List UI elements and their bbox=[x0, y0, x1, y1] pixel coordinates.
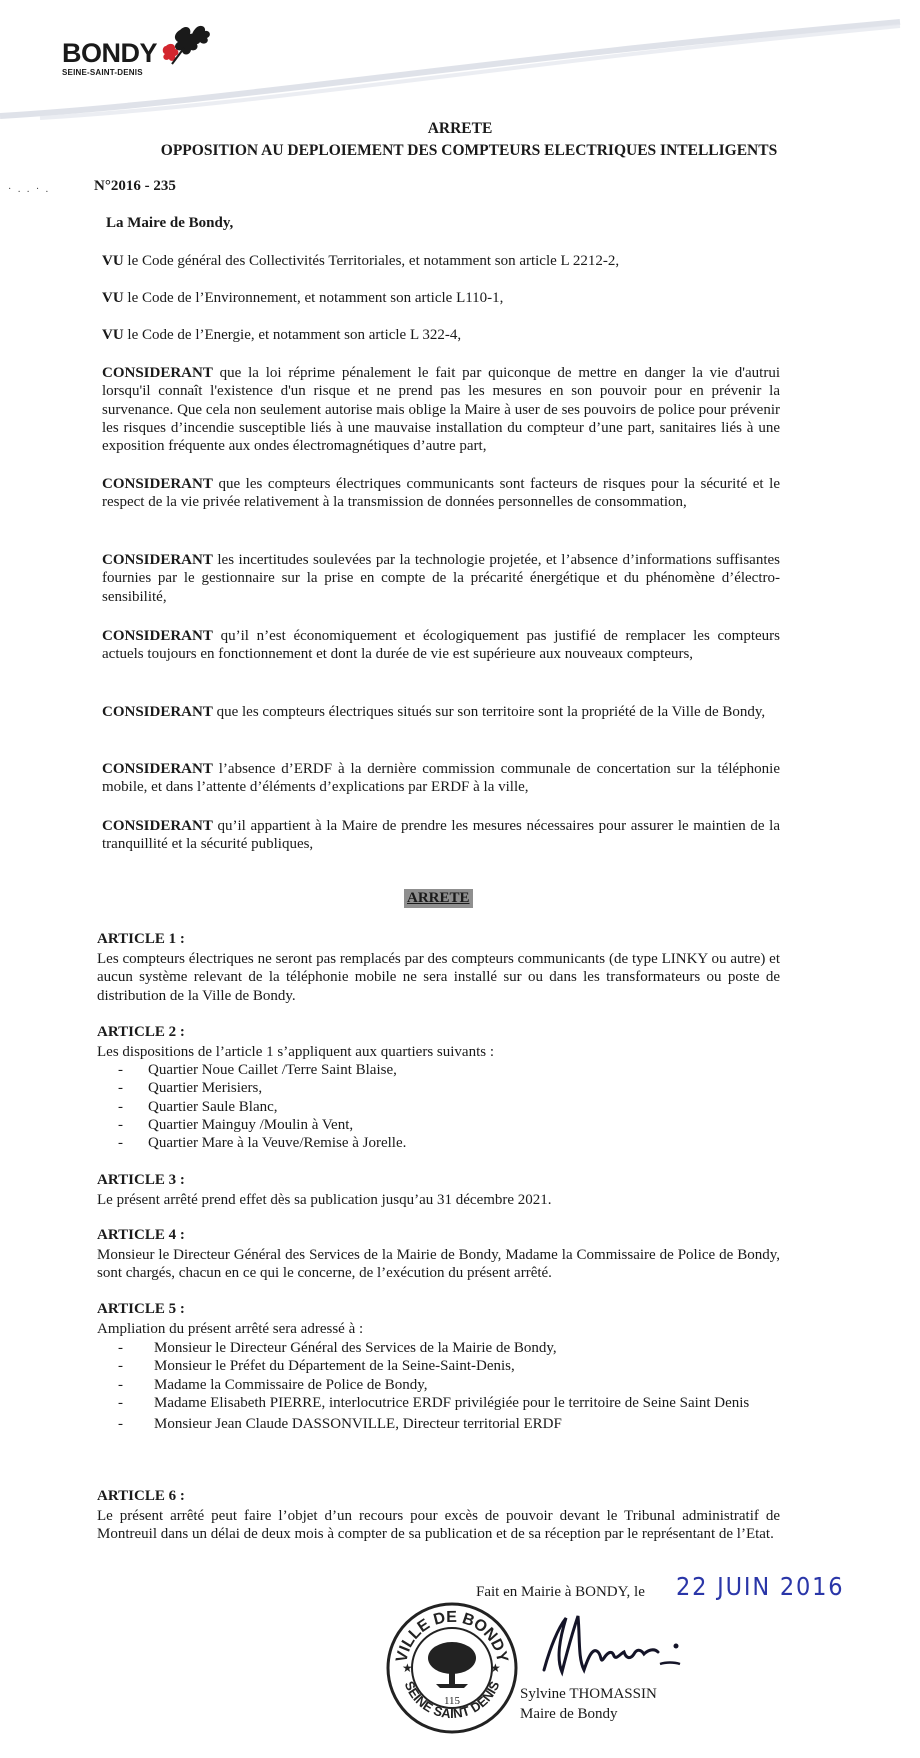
considerant-text: que les compteurs électriques situés sur son territoire sont la propriété de la Ville de Bondy, bbox=[212, 704, 766, 720]
seal-top-text: VILLE DE BONDY bbox=[393, 1608, 511, 1664]
list-item: - Quartier Mare à la Veuve/Remise à Jorelle. bbox=[118, 1135, 407, 1152]
considerant-5 bbox=[102, 703, 780, 721]
vu-line-2 bbox=[102, 290, 503, 307]
list-item: - Quartier Merisiers, bbox=[118, 1080, 263, 1097]
considerant-lead: CONSIDERANT bbox=[102, 476, 213, 492]
mayor-signature bbox=[540, 1608, 700, 1678]
list-item: - Quartier Mainguy /Moulin à Vent, bbox=[118, 1116, 354, 1133]
considerant-6 bbox=[102, 760, 780, 797]
article-5-text: Ampliation du présent arrêté sera adressé à : bbox=[97, 1321, 364, 1337]
considerant-lead: CONSIDERANT bbox=[102, 628, 213, 644]
article-2-title: ARTICLE 2 : bbox=[97, 1024, 185, 1040]
considerant-text: l’absence d’ERDF à la dernière commission communale de concertation sur la téléphonie mobile, et dans l’attente d’éléments d’explications par ERDF à la ville, bbox=[102, 761, 780, 796]
seal-number: 115 bbox=[443, 1695, 461, 1707]
article-2-text: Les dispositions de l’article 1 s’appliquent aux quartiers suivants : bbox=[97, 1044, 495, 1060]
tree-icon bbox=[428, 1642, 476, 1688]
considerant-text: que la loi réprime pénalement le fait par quiconque de mettre en danger la vie d'autrui lorsqu'il connaît l'existence d'un risque et ne prend pas les mesures en son pouvoir pour en prévenir la survenance. Que cela non seulement autorise mais oblige la Maire à user de ses pouvoirs de police pour prévenir les risques d’incendie susceptible liés à une mauvaise installation du compteur d’une part, sanitaires liés à une exposition fréquente aux ondes électromagnétiques d’autre part, bbox=[102, 365, 780, 455]
oak-leaf-icon bbox=[162, 24, 214, 68]
list-item: - Madame la Commissaire de Police de Bondy, bbox=[118, 1376, 428, 1393]
vu-lead: VU bbox=[102, 327, 124, 343]
article-6-title: ARTICLE 6 : bbox=[97, 1488, 185, 1504]
considerant-lead: CONSIDERANT bbox=[102, 761, 213, 777]
list-item: - Quartier Saule Blanc, bbox=[118, 1098, 278, 1115]
article-1-title: ARTICLE 1 : bbox=[97, 931, 185, 947]
considerant-1 bbox=[102, 364, 780, 455]
considerant-lead: CONSIDERANT bbox=[102, 704, 213, 720]
signed-place: Fait en Mairie à BONDY, le bbox=[476, 1584, 645, 1600]
recipient-list bbox=[118, 1339, 778, 1433]
vu-line-1 bbox=[102, 253, 619, 270]
signer-name: Sylvine THOMASSIN bbox=[520, 1686, 657, 1702]
article-6-text: Le présent arrêté peut faire l’objet d’un recours pour excès de pouvoir devant le Tribunal administratif de Montreuil dans un délai de deux mois à compter de sa publication et de sa réception par le représentant de l’Etat. bbox=[97, 1508, 780, 1543]
district-list bbox=[118, 1061, 406, 1152]
article-3-text: Le présent arrêté prend effet dès sa publication jusqu’au 31 décembre 2021. bbox=[97, 1192, 552, 1208]
considerant-lead: CONSIDERANT bbox=[102, 818, 213, 834]
considerant-text: que les compteurs électriques communicants sont facteurs de risques pour la sécurité et le respect de la vie privée relativement à la transmission de données personnelles de consommation, bbox=[102, 476, 780, 511]
considerant-3 bbox=[102, 551, 780, 606]
document-subtitle: OPPOSITION AU DEPLOIEMENT DES COMPTEURS ELECTRIQUES INTELLIGENTS bbox=[160, 142, 778, 159]
article-5-title: ARTICLE 5 : bbox=[97, 1301, 185, 1317]
logo-wordmark: BONDY bbox=[62, 38, 158, 68]
list-item: - Monsieur le Préfet du Département de la Seine-Saint-Denis, bbox=[118, 1358, 515, 1375]
signer-title: Maire de Bondy bbox=[520, 1706, 618, 1722]
considerant-lead: CONSIDERANT bbox=[102, 365, 213, 381]
list-item: - Monsieur le Directeur Général des Services de la Mairie de Bondy, bbox=[118, 1340, 557, 1356]
vu-lead: VU bbox=[102, 253, 124, 269]
vu-text: le Code général des Collectivités Territoriales, et notamment son article L 2212-2, bbox=[123, 253, 620, 269]
svg-text:★: ★ bbox=[490, 1661, 501, 1675]
bondy-logo bbox=[62, 24, 222, 80]
article-4-title: ARTICLE 4 : bbox=[97, 1227, 185, 1243]
vu-line-3 bbox=[102, 327, 461, 344]
article-1-text: Les compteurs électriques ne seront pas remplacés par des compteurs communicants (de type LINKY ou autre) et aucun système relevant de la téléphonie mobile ne sera installé sur ou dans les transformateurs ou poste de distribution de la Ville de Bondy. bbox=[97, 951, 780, 1004]
document-title: ARRETE bbox=[427, 120, 493, 137]
considerant-2 bbox=[102, 475, 780, 512]
arrete-heading: ARRETE bbox=[404, 889, 473, 908]
seal-bottom-text: SEINE SAINT DENIS bbox=[401, 1678, 503, 1722]
logo-subtitle: SEINE-SAINT-DENIS bbox=[62, 68, 143, 77]
vu-text: le Code de l’Energie, et notamment son article L 322-4, bbox=[123, 327, 462, 343]
considerant-text: qu’il appartient à la Maire de prendre les mesures nécessaires pour assurer le maintien de la tranquillité et la sécurité publiques, bbox=[102, 818, 780, 853]
authority-line: La Maire de Bondy, bbox=[106, 215, 234, 231]
scan-artifact-dots: · . . · . bbox=[8, 184, 51, 195]
considerant-text: les incertitudes soulevées par la technologie projetée, et l’absence d’informations suffisantes fournies par le gestionnaire sur la prise en compte de la précarité énergétique et du phénomène d’électro-sensibilité, bbox=[102, 552, 780, 605]
town-seal-stamp bbox=[384, 1600, 520, 1736]
signer-block bbox=[520, 1684, 657, 1724]
article-4-text: Monsieur le Directeur Général des Services de la Mairie de Bondy, Madame la Commissaire de Police de Bondy, sont chargés, chacun en ce qui le concerne, de l’exécution du présent arrêté. bbox=[97, 1247, 780, 1282]
list-item: - Monsieur Jean Claude DASSONVILLE, Directeur territorial ERDF bbox=[118, 1416, 562, 1433]
list-item: - Madame Elisabeth PIERRE, interlocutrice ERDF privilégiée pour le territoire de Seine Saint Denis bbox=[118, 1394, 750, 1411]
considerant-7 bbox=[102, 817, 780, 854]
vu-text: le Code de l’Environnement, et notamment son article L110-1, bbox=[123, 290, 504, 306]
vu-lead: VU bbox=[102, 290, 124, 306]
considerant-lead: CONSIDERANT bbox=[102, 552, 213, 568]
considerant-4 bbox=[102, 627, 780, 664]
considerant-text: qu’il n’est économiquement et écologiquement pas justifié de remplacer les compteurs actuels toujours en fonctionnement et dont la durée de vie est supérieure aux nouveaux compteurs, bbox=[102, 628, 780, 663]
decree-number: N°2016 - 235 bbox=[94, 178, 176, 194]
date-stamp: 22 JUIN 2016 bbox=[676, 1572, 845, 1601]
article-3-title: ARTICLE 3 : bbox=[97, 1172, 185, 1188]
list-item: - Quartier Noue Caillet /Terre Saint Blaise, bbox=[118, 1062, 397, 1078]
svg-text:★: ★ bbox=[402, 1661, 413, 1675]
